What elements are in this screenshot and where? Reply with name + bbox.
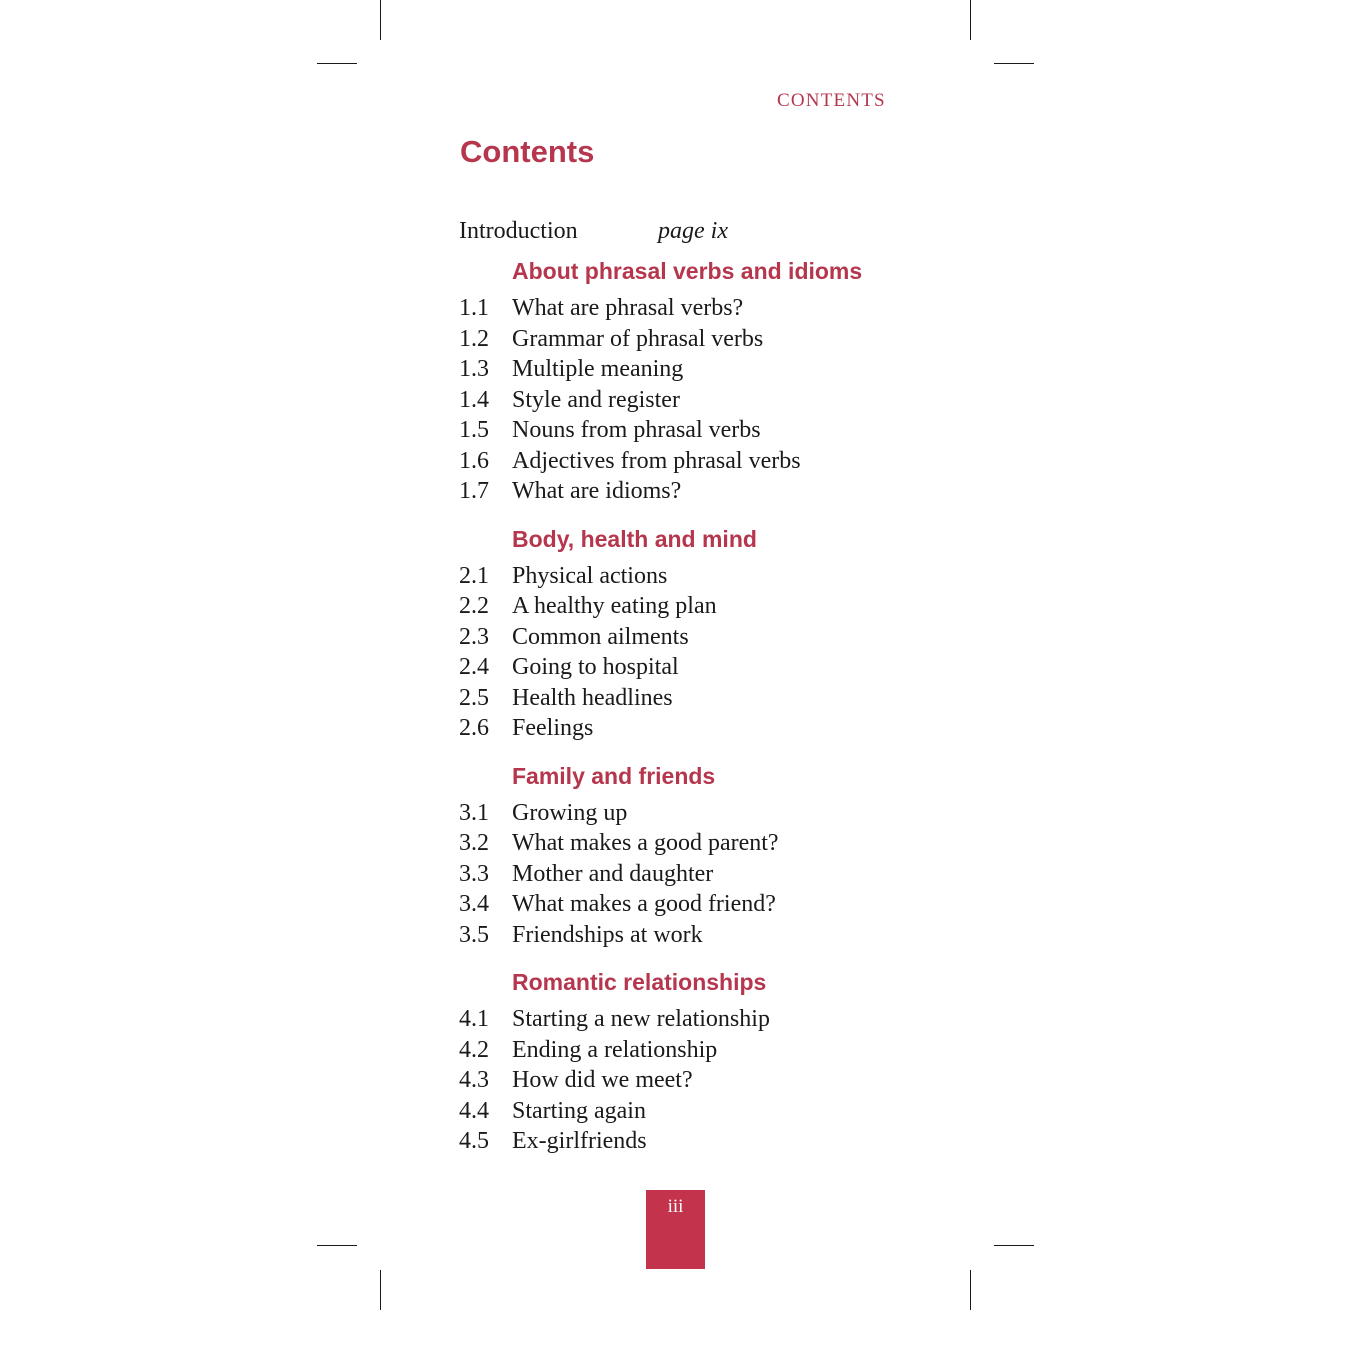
toc-section xyxy=(459,754,979,951)
toc-entry-title: Common ailments xyxy=(512,623,689,650)
toc-section-heading: Body, health and mind xyxy=(512,525,757,552)
toc-entry-number: 2.3 xyxy=(459,623,489,650)
toc-entry-number: 3.1 xyxy=(459,799,489,826)
toc-section-heading: Family and friends xyxy=(512,762,716,789)
toc-entry-list xyxy=(459,1004,979,1157)
toc-entry-title: Going to hospital xyxy=(512,654,679,680)
toc-entry-number: 1.3 xyxy=(459,356,489,382)
toc-entry[interactable] xyxy=(459,713,979,744)
toc-section xyxy=(459,960,979,1157)
toc-entry[interactable] xyxy=(459,828,979,859)
toc-entry-title: Starting again xyxy=(512,1097,646,1124)
toc-entry-title: Health headlines xyxy=(512,684,673,711)
toc-entry-number: 2.5 xyxy=(459,684,489,711)
toc-entry-title: Nouns from phrasal verbs xyxy=(512,417,761,443)
toc-entry[interactable] xyxy=(459,652,979,683)
toc-introduction-page: page ix xyxy=(658,217,728,244)
toc-entry-number: 3.5 xyxy=(459,921,489,948)
toc-entry-title: How did we meet? xyxy=(512,1067,693,1093)
toc-entry-number: 2.2 xyxy=(459,593,489,619)
toc-entry-title: Ending a relationship xyxy=(512,1036,718,1063)
toc-entry-number: 4.2 xyxy=(459,1036,489,1063)
toc-entry-title: Physical actions xyxy=(512,562,668,589)
toc-section-heading: About phrasal verbs and idioms xyxy=(512,258,863,284)
toc-entry-list xyxy=(459,293,979,507)
toc-entry[interactable] xyxy=(459,1096,979,1127)
crop-mark-bottom-left-vertical xyxy=(380,1270,381,1310)
toc-entry[interactable] xyxy=(459,1065,979,1096)
toc-entry[interactable] xyxy=(459,385,979,416)
toc-entry[interactable] xyxy=(459,415,979,446)
toc-entry[interactable] xyxy=(459,920,979,951)
toc-entry-title: What makes a good parent? xyxy=(512,830,779,856)
toc-entry[interactable] xyxy=(459,859,979,890)
toc-section-heading: Romantic relationships xyxy=(512,969,767,995)
toc-entry-number: 2.6 xyxy=(459,715,489,741)
crop-mark-top-right-vertical xyxy=(970,0,971,40)
toc-entry-number: 3.4 xyxy=(459,891,489,917)
toc-entry[interactable] xyxy=(459,1035,979,1066)
toc-entry-title: Growing up xyxy=(512,799,628,826)
toc-section xyxy=(459,517,979,744)
toc-entry-title: What are idioms? xyxy=(512,478,682,504)
toc-entry-number: 1.7 xyxy=(459,478,489,504)
toc-entry[interactable] xyxy=(459,324,979,355)
toc-sections xyxy=(459,249,979,1157)
toc-introduction-row[interactable] xyxy=(459,213,979,249)
crop-mark-bottom-right-horizontal xyxy=(994,1245,1034,1246)
toc-entry[interactable] xyxy=(459,354,979,385)
toc-entry[interactable] xyxy=(459,591,979,622)
toc-entry-number: 3.3 xyxy=(459,860,489,887)
toc-entry-title: Adjectives from phrasal verbs xyxy=(512,447,801,474)
toc-entry-number: 4.3 xyxy=(459,1067,489,1093)
toc-entry[interactable] xyxy=(459,476,979,507)
toc-section xyxy=(459,249,979,507)
toc-entry-title: Mother and daughter xyxy=(512,860,714,887)
toc-entry[interactable] xyxy=(459,683,979,714)
crop-mark-top-left-vertical xyxy=(380,0,381,40)
toc-entry-list xyxy=(459,798,979,951)
toc-entry[interactable] xyxy=(459,889,979,920)
toc-entry-number: 4.1 xyxy=(459,1006,489,1032)
crop-mark-bottom-right-vertical xyxy=(970,1270,971,1310)
toc-entry-title: Style and register xyxy=(512,386,680,413)
toc-entry[interactable] xyxy=(459,1126,979,1157)
toc-entry-number: 1.6 xyxy=(459,447,489,474)
page-title: Contents xyxy=(460,134,595,169)
toc-entry[interactable] xyxy=(459,293,979,324)
page-number-tab: iii xyxy=(646,1190,705,1269)
toc-entry-number: 2.4 xyxy=(459,654,489,680)
toc-entry-number: 2.1 xyxy=(459,562,489,589)
running-head: CONTENTS xyxy=(777,90,886,111)
toc-entry[interactable] xyxy=(459,798,979,829)
toc-entry-list xyxy=(459,561,979,744)
toc-entry[interactable] xyxy=(459,1004,979,1035)
crop-mark-top-right-horizontal xyxy=(994,63,1034,64)
toc-introduction-label: Introduction xyxy=(459,217,578,244)
crop-mark-top-left-horizontal xyxy=(317,63,357,64)
toc-entry-title: Grammar of phrasal verbs xyxy=(512,325,764,352)
toc-entry-title: Multiple meaning xyxy=(512,356,684,382)
toc-entry-title: Starting a new relationship xyxy=(512,1006,770,1032)
toc-entry-title: Feelings xyxy=(512,715,594,741)
toc-entry-number: 1.4 xyxy=(459,386,489,413)
toc-entry-title: Friendships at work xyxy=(512,921,703,948)
crop-mark-bottom-left-horizontal xyxy=(317,1245,357,1246)
table-of-contents xyxy=(459,213,979,1157)
toc-entry[interactable] xyxy=(459,561,979,592)
toc-entry-title: What are phrasal verbs? xyxy=(512,295,744,321)
toc-entry-number: 1.2 xyxy=(459,325,489,352)
toc-entry[interactable] xyxy=(459,446,979,477)
toc-entry-number: 4.4 xyxy=(459,1097,489,1124)
toc-entry-number: 1.5 xyxy=(459,417,489,443)
toc-entry-number: 1.1 xyxy=(459,295,489,321)
toc-entry-title: Ex-girlfriends xyxy=(512,1128,647,1154)
toc-entry-number: 3.2 xyxy=(459,830,489,856)
toc-entry[interactable] xyxy=(459,622,979,653)
toc-entry-number: 4.5 xyxy=(459,1128,489,1154)
toc-entry-title: A healthy eating plan xyxy=(512,593,717,619)
toc-entry-title: What makes a good friend? xyxy=(512,891,776,917)
